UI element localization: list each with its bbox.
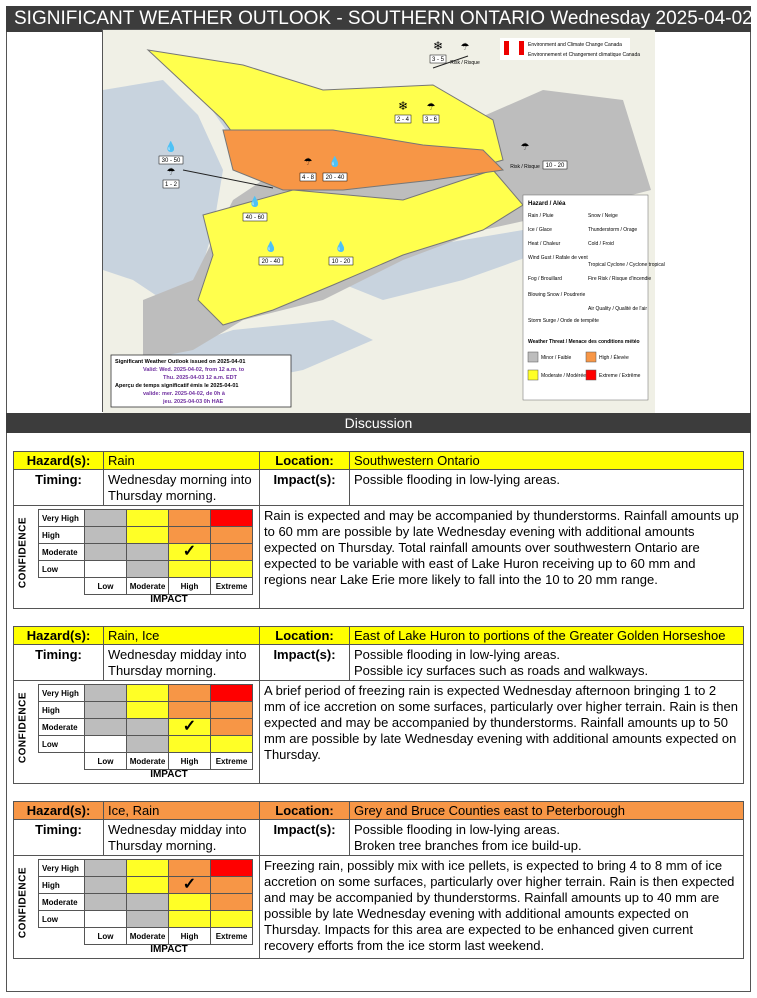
risk-matrix: CONFIDENCE Very High High ✓ Moderate Low Low Moderate High Extreme IMPACT	[14, 856, 260, 958]
hazard-row	[14, 802, 743, 820]
hazard-value: Ice, Rain	[104, 802, 260, 819]
ice-icon: ☂	[520, 142, 530, 153]
detail-row	[14, 856, 743, 958]
rain-icon: 💧	[328, 157, 342, 168]
svg-text:High / Élevée: High / Élevée	[599, 355, 629, 361]
rain-icon: 💧	[248, 197, 262, 208]
ice-icon: ☂	[303, 157, 313, 168]
risk-matrix: CONFIDENCE Very High High Moderate ✓ Low Low Moderate High Extreme IMPACT	[14, 506, 260, 608]
risk-matrix: CONFIDENCE Very High High Moderate ✓ Low Low Moderate High Extreme IMPACT	[14, 681, 260, 783]
timing-label: Timing:	[14, 820, 104, 855]
svg-text:Thunderstorm / Orage: Thunderstorm / Orage	[588, 227, 638, 233]
timing-value: Wednesday midday into Thursday morning.	[104, 645, 260, 680]
svg-text:Risk / Risque: Risk / Risque	[450, 60, 480, 66]
impact-axis-label: IMPACT	[150, 769, 188, 780]
svg-text:10 - 20: 10 - 20	[331, 259, 351, 265]
impacts-label: Impact(s):	[260, 645, 350, 680]
hazard-block-ice-rain	[13, 801, 744, 959]
svg-text:2 - 4: 2 - 4	[396, 117, 410, 123]
location-label: Location:	[260, 802, 350, 819]
location-value: Grey and Bruce Counties east to Peterborough	[354, 803, 625, 818]
outlook-map	[102, 29, 665, 412]
svg-text:Valid: Wed. 2025-04-02, from 1: Valid: Wed. 2025-04-02, from 12 a.m. to	[143, 367, 245, 373]
svg-text:Fire Risk / Risque d'incendie: Fire Risk / Risque d'incendie	[588, 276, 652, 282]
confidence-axis-label: CONFIDENCE	[17, 866, 29, 939]
impact-axis-label: IMPACT	[150, 944, 188, 955]
eccc-logo	[500, 38, 640, 60]
svg-text:Risk / Risque: Risk / Risque	[510, 164, 540, 170]
discussion-header: Discussion	[6, 413, 751, 433]
location-value: Southwestern Ontario	[354, 453, 480, 468]
check-icon: ✓	[182, 543, 197, 560]
page-title: SIGNIFICANT WEATHER OUTLOOK - SOUTHERN ONTARIO Wednesday 2025-04-02	[6, 6, 751, 32]
svg-text:3 - 5: 3 - 5	[431, 57, 445, 63]
svg-text:Aperçu de temps significatif é: Aperçu de temps significatif émis le 2025-04-01	[115, 383, 239, 389]
svg-text:Weather Threat / Menace des co: Weather Threat / Menace des conditions météo	[528, 339, 640, 345]
description: Freezing rain, possibly mix with ice pellets, is expected to bring 4 to 8 mm of ice accretion on some surfaces, particularly over higher terrain. Rain is then expected and may be accompanied by thunderstorms. Rainfall amounts up to 40 mm are possible by late Wednesday evening with additional amounts expected on Thursday. Impacts for this area are expected to be enhanced given current recovery efforts from the ice storm last weekend.	[264, 858, 735, 953]
hazards-label: Hazard(s):	[14, 627, 104, 644]
rain-icon: 💧	[164, 142, 178, 153]
timing-row	[14, 820, 743, 856]
impacts-label: Impact(s):	[260, 820, 350, 855]
snow-icon: ❄	[397, 99, 409, 113]
impacts-value: Possible flooding in low-lying areas. Possible icy surfaces such as roads and walkways.	[354, 647, 649, 678]
timing-row	[14, 470, 743, 506]
hazard-value: Rain, Ice	[104, 627, 260, 644]
svg-text:valide: mer. 2025-04-02, de 0h: valide: mer. 2025-04-02, de 0h à	[143, 391, 225, 397]
svg-text:Extreme / Extrême: Extreme / Extrême	[599, 373, 641, 379]
map-legend	[523, 195, 665, 400]
rain-icon: 💧	[264, 242, 278, 253]
timing-label: Timing:	[14, 645, 104, 680]
impacts-label: Impact(s):	[260, 470, 350, 505]
svg-text:3 - 6: 3 - 6	[424, 117, 438, 123]
svg-text:Significant Weather Outlook is: Significant Weather Outlook issued on 2025-04-01	[115, 359, 246, 365]
svg-text:Air Quality / Qualité de l'air: Air Quality / Qualité de l'air	[588, 306, 648, 312]
svg-text:Rain / Pluie: Rain / Pluie	[528, 213, 554, 219]
svg-text:Hazard / Aléa: Hazard / Aléa	[528, 201, 566, 207]
timing-value: Wednesday morning into Thursday morning.	[104, 470, 260, 505]
description: A brief period of freezing rain is expected Wednesday afternoon bringing 1 to 2 mm of ice accretion on some surfaces, particularly over higher terrain. Rain is then expected and may be accompanied by thunderstorms. Rainfall amounts up to 50 mm are possible by late Wednesday evening with additional amounts expected on Thursday.	[264, 683, 738, 762]
svg-text:Moderate / Modérée: Moderate / Modérée	[541, 373, 587, 379]
description: Rain is expected and may be accompanied by thunderstorms. Rainfall amounts up to 60 mm are possible by late Wednesday evening with additional amounts expected on Thursday. Total rainfall amounts over southwestern Ontario are expected to be variable with east of Lake Huron receiving up to 60 mm and regions near Lake Erie more likely to fall into the 10 to 20 mm range.	[264, 508, 739, 587]
logo-en: Environment and Climate Change Canada	[528, 42, 622, 48]
svg-text:Blowing Snow / Poudrerie: Blowing Snow / Poudrerie	[528, 292, 586, 298]
svg-text:20 - 40: 20 - 40	[261, 259, 281, 265]
svg-text:Heat / Chaleur: Heat / Chaleur	[528, 241, 561, 247]
detail-row	[14, 506, 743, 608]
svg-text:Thu. 2025-04-03 12 a.m. EDT: Thu. 2025-04-03 12 a.m. EDT	[163, 375, 237, 381]
location-label: Location:	[260, 452, 350, 469]
impacts-value: Possible flooding in low-lying areas. Broken tree branches from ice build-up.	[354, 822, 582, 853]
detail-row	[14, 681, 743, 783]
check-icon: ✓	[182, 876, 197, 893]
confidence-axis-label: CONFIDENCE	[17, 691, 29, 764]
hazards-label: Hazard(s):	[14, 452, 104, 469]
svg-text:20 - 40: 20 - 40	[325, 175, 345, 181]
ice-icon: ☂	[166, 167, 176, 178]
svg-text:Tropical Cyclone / Cyclone tro: Tropical Cyclone / Cyclone tropical	[588, 262, 665, 268]
impact-axis-label: IMPACT	[150, 594, 188, 605]
svg-text:Cold / Froid: Cold / Froid	[588, 241, 614, 247]
svg-text:Storm Surge / Onde de tempête: Storm Surge / Onde de tempête	[528, 318, 599, 324]
logo-fr: Environnement et Changement climatique Canada	[528, 52, 641, 58]
hazard-row	[14, 452, 743, 470]
confidence-axis-label: CONFIDENCE	[17, 516, 29, 589]
svg-text:Minor / Faible: Minor / Faible	[541, 355, 572, 361]
timing-value: Wednesday midday into Thursday morning.	[104, 820, 260, 855]
location-value: East of Lake Huron to portions of the Greater Golden Horseshoe	[354, 628, 726, 643]
svg-text:jeu. 2025-04-03 0h HAE: jeu. 2025-04-03 0h HAE	[163, 399, 224, 405]
issued-box	[111, 355, 291, 407]
svg-text:Fog / Brouillard: Fog / Brouillard	[528, 276, 562, 282]
ice-icon: ☂	[426, 102, 436, 113]
hazard-value: Rain	[104, 452, 260, 469]
impacts-value: Possible flooding in low-lying areas.	[354, 472, 560, 487]
map-svg	[103, 30, 665, 413]
svg-text:10 - 20: 10 - 20	[545, 163, 565, 169]
timing-row	[14, 645, 743, 681]
svg-text:Snow / Neige: Snow / Neige	[588, 213, 618, 219]
ice-icon: ☂	[460, 42, 470, 53]
location-label: Location:	[260, 627, 350, 644]
svg-text:4 - 8: 4 - 8	[301, 175, 315, 181]
svg-text:1 - 2: 1 - 2	[164, 182, 178, 188]
snow-icon: ❄	[432, 39, 444, 53]
rain-icon: 💧	[334, 242, 348, 253]
check-icon: ✓	[182, 718, 197, 735]
hazards-label: Hazard(s):	[14, 802, 104, 819]
hazard-block-rain	[13, 451, 744, 609]
svg-text:30 - 50: 30 - 50	[161, 158, 181, 164]
hazard-row	[14, 627, 743, 645]
timing-label: Timing:	[14, 470, 104, 505]
hazard-block-rain-ice	[13, 626, 744, 784]
svg-text:40 - 60: 40 - 60	[245, 215, 265, 221]
svg-text:Wind Gust / Rafale de vent: Wind Gust / Rafale de vent	[528, 255, 588, 261]
svg-text:Ice / Glace: Ice / Glace	[528, 227, 552, 233]
